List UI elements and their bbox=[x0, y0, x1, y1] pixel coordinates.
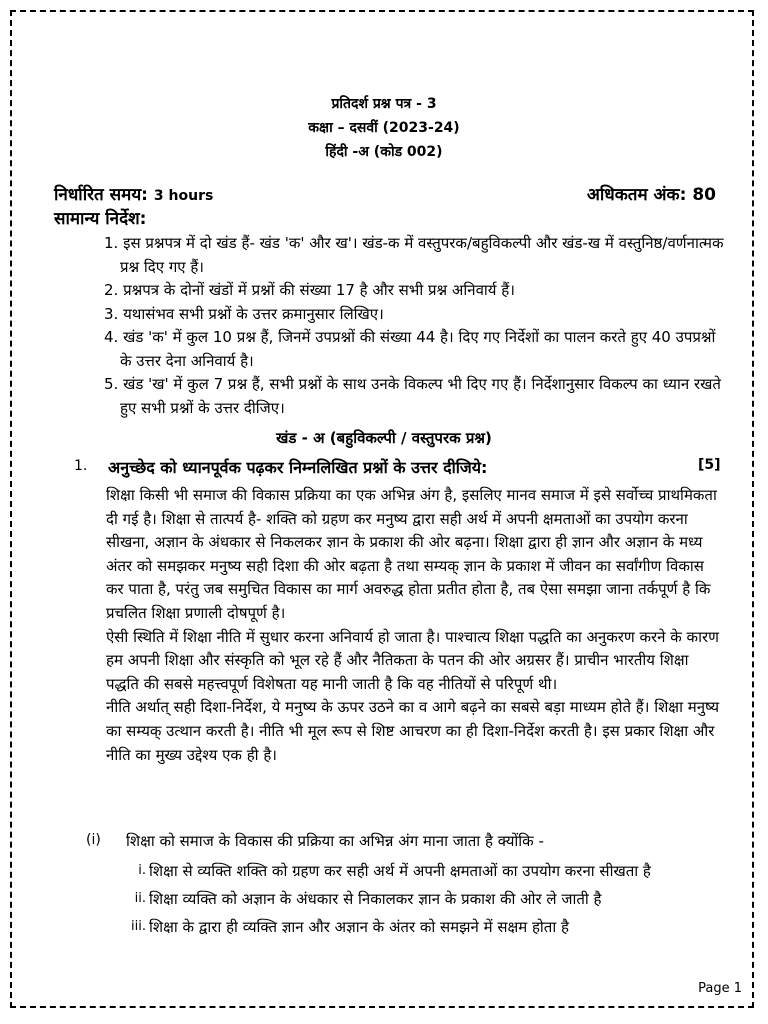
options-list bbox=[124, 860, 684, 944]
time-allowed bbox=[54, 182, 213, 205]
instructions-list bbox=[104, 232, 724, 420]
question-number: 1. bbox=[74, 458, 88, 474]
class-line: कक्षा – दसवीं (2023-24) bbox=[308, 120, 460, 136]
question-marks: [5] bbox=[698, 457, 721, 473]
option-item bbox=[124, 860, 684, 882]
page-number: Page 1 bbox=[698, 981, 742, 996]
passage-paragraph: ऐसी स्थिति में शिक्षा नीति में सुधार करना अनिवार्य हो जाता है। पाश्चात्य शिक्षा पद्धति का अनुकरण करने के कारण हम अपनी शिक्षा और संस्कृति को भूल रहे हैं और नैतिकता के पतन की ओर अग्रसर हैं। प्राचीन भारतीय शिक्षा पद्धति की सबसे महत्त्वपूर्ण विशेषता यह मानी जाती है कि वह नीतियों से परिपूर्ण थी। bbox=[106, 627, 719, 693]
question-text: अनुच्छेद को ध्यानपूर्वक पढ़कर निम्नलिखित प्रश्नों के उत्तर दीजिये: bbox=[108, 458, 488, 477]
time-value: 3 hours bbox=[153, 188, 214, 204]
max-marks bbox=[587, 182, 716, 205]
subquestion-text: शिक्षा को समाज के विकास की प्रक्रिया का अभिन्न अंग माना जाता है क्योंकि - bbox=[126, 832, 544, 850]
passage-paragraph: शिक्षा किसी भी समाज की विकास प्रक्रिया का एक अभिन्न अंग है, इसलिए मानव समाज में इसे सर्वोच्च प्राथमिकता दी गई है। शिक्षा से तात्पर्य है- शक्ति को ग्रहण कर मनुष्य द्वारा सही अर्थ में अपनी क्षमताओं का उपयोग करना सीखना, अज्ञान के अंधकार से निकलकर ज्ञान के प्रकाश की ओर बढ़ना। शिक्षा द्वारा ही ज्ञान और अज्ञान के मध्य अंतर को समझकर मनुष्य सही दिशा की ओर बढ़ता है तथा सम्यक् ज्ञान के प्रकाश में जीवन का सर्वांगीण विकास कर पाता है, परंतु जब समुचित विकास का मार्ग अवरुद्ध होता प्रतीत होता है, तब ऐसा समझा जाना तर्कपूर्ण है कि प्रचलित शिक्षा प्रणाली दोषपूर्ण है। bbox=[106, 486, 717, 622]
paper-title: प्रतिदर्श प्रश्न पत्र - 3 bbox=[331, 96, 437, 112]
option-text: शिक्षा के द्वारा ही व्यक्ति ज्ञान और अज्ञान के अंतर को समझने में सक्षम होता है bbox=[149, 918, 569, 936]
instruction-item: 5. खंड 'ख' में कुल 7 प्रश्न हैं, सभी प्रश्नों के साथ उनके विकल्प भी दिए गए हैं। निर्देशानुसार विकल्प का ध्यान रखते हुए सभी प्रश्नों के उत्तर दीजिए। bbox=[104, 375, 721, 417]
passage bbox=[106, 484, 722, 767]
marks-label: अधिकतम अंक: bbox=[586, 185, 687, 205]
passage-paragraph: नीति अर्थात् सही दिशा-निर्देश, ये मनुष्य के ऊपर उठने का व आगे बढ़ने का सबसे बड़ा माध्यम होते हैं। शिक्षा मनुष्य का सम्यक् उत्थान करती है। नीति भी मूल रूप से शिष्ट आचरण का ही दिशा-निर्देश करती है। इस प्रकार शिक्षा और नीति का मुख्य उद्देश्य एक ही है। bbox=[106, 698, 720, 764]
general-instructions-heading: सामान्य निर्देश: bbox=[54, 209, 147, 229]
marks-value: 80 bbox=[692, 185, 716, 205]
instruction-item: 1. इस प्रश्नपत्र में दो खंड हैं- खंड 'क' और ख'। खंड-क में वस्तुपरक/बहुविकल्पी और खंड-ख में वस्तुनिष्ठ/वर्णनात्मक प्रश्न दिए गए हैं। bbox=[104, 234, 724, 276]
option-number: ii. bbox=[134, 891, 146, 906]
option-number: i. bbox=[138, 863, 146, 878]
option-item bbox=[124, 916, 684, 938]
instruction-item: 4. खंड 'क' में कुल 10 प्रश्न हैं, जिनमें उपप्रश्नों की संख्या 44 है। दिए गए निर्देशों का पालन करते हुए 40 उपप्रश्नों के उत्तर देना अनिवार्य है। bbox=[104, 328, 716, 370]
time-label: निर्धारित समय: bbox=[54, 185, 148, 205]
option-text: शिक्षा व्यक्ति को अज्ञान के अंधकार से निकालकर ज्ञान के प्रकाश की ओर ले जाती है bbox=[149, 890, 602, 908]
subject-line: हिंदी -अ (कोड 002) bbox=[325, 144, 443, 160]
option-number: iii. bbox=[131, 919, 146, 934]
option-text: शिक्षा से व्यक्ति शक्ति को ग्रहण कर सही अर्थ में अपनी क्षमताओं का उपयोग करना सीखता है bbox=[149, 862, 651, 880]
instruction-item: 3. यथासंभव सभी प्रश्नों के उत्तर क्रमानुसार लिखिए। bbox=[104, 304, 384, 323]
section-title: खंड - अ (बहुविकल्पी / वस्तुपरक प्रश्न) bbox=[276, 429, 492, 447]
subquestion-number: (i) bbox=[86, 832, 101, 848]
instruction-item: 2. प्रश्नपत्र के दोनों खंडों में प्रश्नों की संख्या 17 है और सभी प्रश्न अनिवार्य हैं। bbox=[104, 281, 515, 299]
option-item bbox=[124, 888, 684, 910]
